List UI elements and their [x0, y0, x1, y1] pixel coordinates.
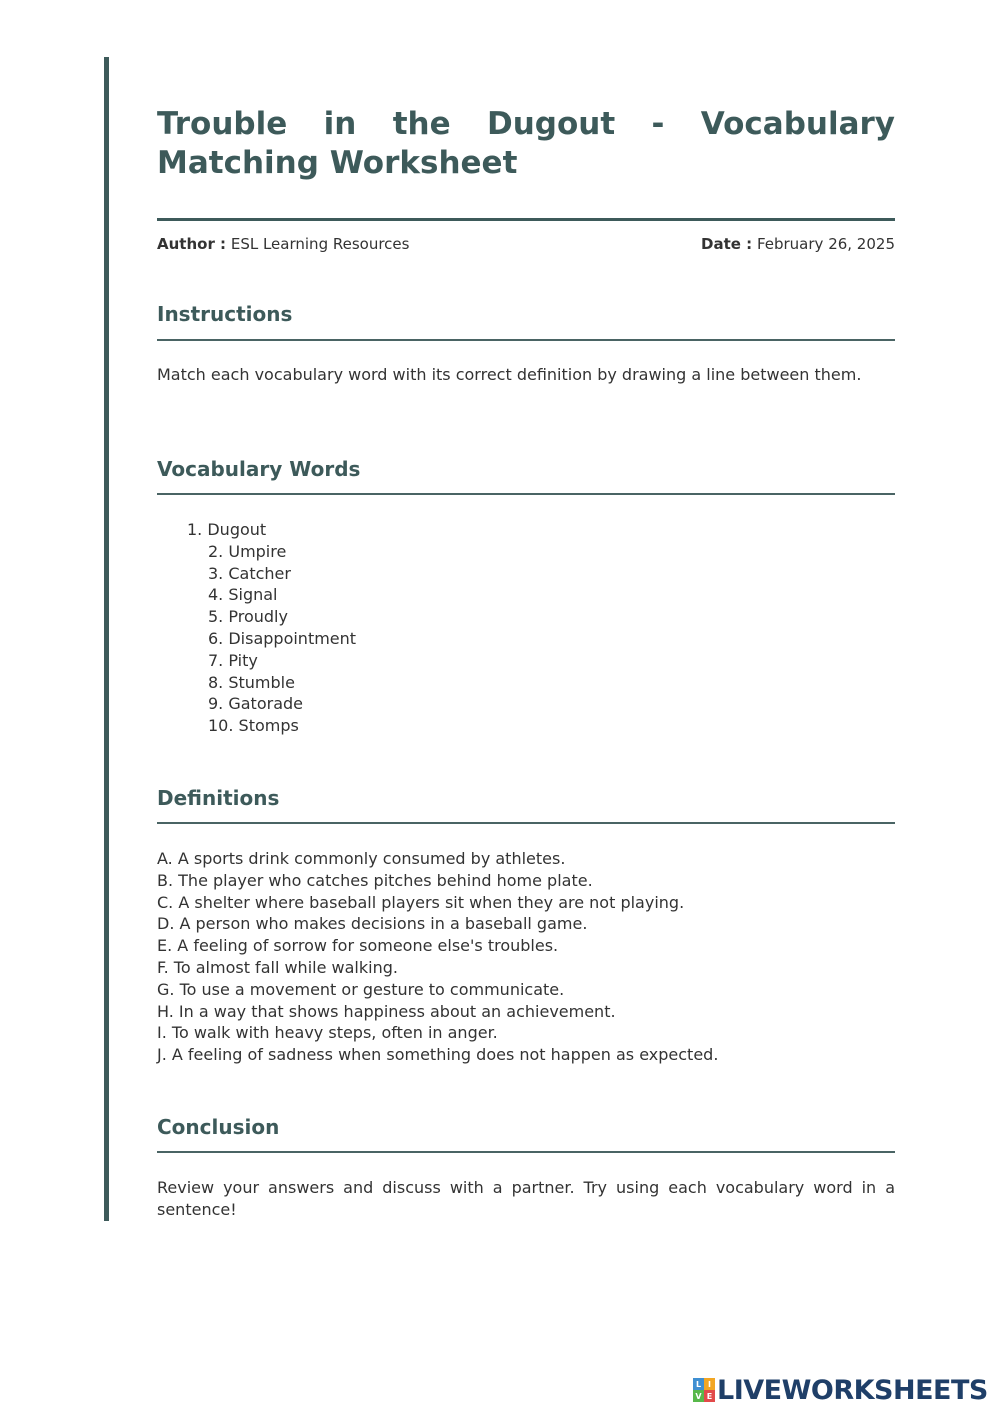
definition-item: B. The player who catches pitches behind home plate.	[157, 870, 593, 890]
definition-item: A. A sports drink commonly consumed by athletes.	[157, 849, 566, 868]
logo-letter: I	[704, 1378, 715, 1390]
conclusion-text: Review your answers and discuss with a partner. Try using each vocabulary word in a sentence!	[157, 1178, 895, 1219]
left-accent-bar	[104, 57, 109, 1221]
vocabulary-item: 8. Stumble	[208, 672, 295, 692]
date-value: February 26, 2025	[756, 235, 895, 253]
definitions-divider	[157, 822, 895, 824]
logo-letter: E	[704, 1390, 715, 1402]
logo-text: LIVEWORKSHEETS	[717, 1374, 988, 1406]
conclusion-divider	[157, 1151, 895, 1153]
vocabulary-item: 6. Disappointment	[208, 628, 357, 648]
vocabulary-item: 2. Umpire	[208, 541, 287, 561]
vocabulary-heading: Vocabulary Words	[157, 457, 361, 481]
date-info	[701, 234, 895, 254]
definition-item: I. To walk with heavy steps, often in anger.	[157, 1023, 498, 1043]
page-title: Trouble in the Dugout - Vocabulary Matching Worksheet	[157, 106, 895, 181]
definition-item: J. A feeling of sadness when something does not happen as expected.	[157, 1045, 719, 1065]
author-label: Author :	[157, 235, 227, 253]
conclusion-heading: Conclusion	[157, 1115, 280, 1139]
author-value: ESL Learning Resources	[230, 235, 410, 253]
instructions-heading: Instructions	[157, 302, 293, 326]
definitions-list	[157, 848, 895, 1066]
vocabulary-item: 10. Stomps	[208, 716, 299, 736]
instructions-text: Match each vocabulary word with its correct definition by drawing a line between them.	[157, 365, 862, 384]
vocabulary-item: 9. Gatorade	[208, 694, 303, 714]
document-meta	[157, 234, 895, 254]
definition-item: G. To use a movement or gesture to communicate.	[157, 979, 565, 999]
instructions-divider	[157, 339, 895, 341]
vocabulary-item: 5. Proudly	[208, 607, 288, 627]
definition-item: C. A shelter where baseball players sit when they are not playing.	[157, 892, 685, 912]
vocabulary-divider	[157, 493, 895, 495]
vocabulary-list	[157, 519, 895, 737]
definition-item: D. A person who makes decisions in a baseball game.	[157, 914, 588, 934]
author-info	[157, 234, 409, 254]
vocabulary-item: 7. Pity	[208, 650, 258, 670]
logo-letter: L	[693, 1378, 704, 1390]
definitions-heading: Definitions	[157, 786, 280, 810]
definition-item: F. To almost fall while walking.	[157, 957, 398, 977]
vocabulary-item: 1. Dugout	[187, 520, 267, 539]
vocabulary-item: 4. Signal	[208, 585, 278, 605]
vocabulary-item: 3. Catcher	[208, 563, 291, 583]
liveworksheets-logo[interactable]	[693, 1376, 988, 1404]
definition-item: H. In a way that shows happiness about an achievement.	[157, 1001, 616, 1021]
date-label: Date :	[701, 235, 753, 253]
title-divider	[157, 218, 895, 221]
definition-item: E. A feeling of sorrow for someone else's troubles.	[157, 936, 559, 956]
logo-mark-icon	[693, 1378, 715, 1402]
logo-letter: V	[693, 1390, 704, 1402]
